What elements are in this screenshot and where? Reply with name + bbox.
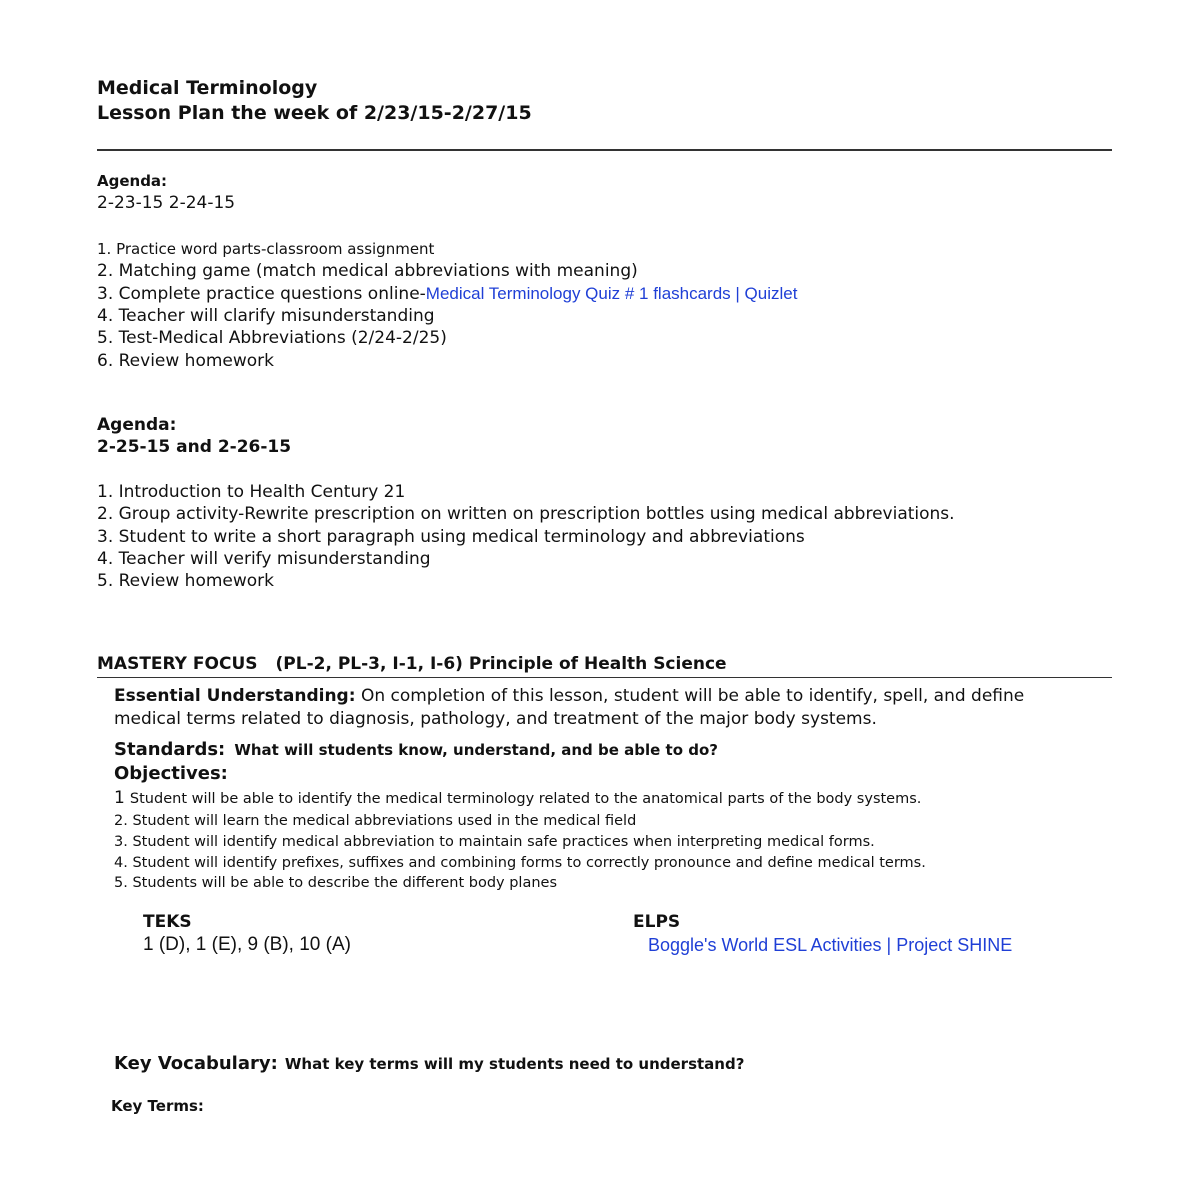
teks-value: 1 (D), 1 (E), 9 (B), 10 (A) [143, 934, 351, 955]
essential-label: Essential Understanding: [114, 686, 356, 706]
objective-1-text: Student will be able to identify the medical terminology related to the anatomical parts of the body systems. [129, 791, 922, 807]
agenda2-heading: Agenda: [97, 415, 177, 435]
agenda1-item: 5. Test-Medical Abbreviations (2/24-2/25) [97, 328, 447, 348]
essential-understanding [114, 686, 1024, 706]
mastery-focus-label: MASTERY FOCUS [97, 654, 258, 674]
agenda2-item: 4. Teacher will verify misunderstanding [97, 549, 431, 569]
agenda2-item: 3. Student to write a short paragraph using medical terminology and abbreviations [97, 526, 805, 547]
agenda1-item-with-link [97, 283, 797, 305]
standards-row [114, 739, 718, 760]
key-vocabulary-label: Key Vocabulary: [114, 1053, 278, 1074]
objective-item: 3. Student will identify medical abbreviation to maintain safe practices when interpreting medical forms. [114, 834, 875, 850]
agenda2-item: 5. Review homework [97, 571, 275, 591]
objectives-list [114, 811, 926, 894]
standards-label: Standards: [114, 739, 226, 760]
objective-item: 4. Student will identify prefixes, suffixes and combining forms to correctly pronounce and define medical terms. [114, 854, 926, 871]
agenda1-dates: 2-23-15 2-24-15 [97, 193, 236, 213]
agenda2-item: 1. Introduction to Health Century 21 [97, 482, 406, 502]
mastery-focus-codes: (PL-2, PL-3, I-1, I-6) Principle of Health Science [275, 654, 727, 674]
objectives-label: Objectives: [114, 763, 228, 784]
agenda1-heading: Agenda: [97, 172, 168, 190]
header-divider [97, 149, 1112, 151]
elps-link[interactable]: Boggle's World ESL Activities | Project SHINE [648, 935, 1013, 955]
agenda1-list [97, 238, 797, 372]
key-terms-label: Key Terms: [111, 1097, 204, 1115]
document-title: Medical Terminology [97, 77, 318, 99]
agenda1-item: 6. Review homework [97, 351, 275, 371]
essential-text-line2: medical terms related to diagnosis, pathology, and treatment of the major body systems. [114, 709, 877, 729]
teks-label: TEKS [143, 912, 192, 932]
standards-question: What will students know, understand, and be able to do? [234, 741, 718, 759]
objective-1-number: 1 [114, 788, 125, 808]
agenda1-item-text: 3. Complete practice questions online- [97, 284, 426, 304]
agenda1-item: 2. Matching game (match medical abbreviations with meaning) [97, 261, 638, 281]
agenda1-item: 4. Teacher will clarify misunderstanding [97, 306, 435, 326]
agenda1-item: 1. Practice word parts-classroom assignment [97, 240, 435, 258]
mastery-focus-heading [97, 654, 727, 674]
essential-text-line1: On completion of this lesson, student will be able to identify, spell, and define [360, 686, 1025, 706]
agenda2-list [97, 481, 955, 592]
objective-item: 5. Students will be able to describe the different body planes [114, 875, 558, 891]
key-vocabulary-row [114, 1053, 744, 1074]
key-vocabulary-question: What key terms will my students need to understand? [284, 1055, 745, 1073]
document-subtitle: Lesson Plan the week of 2/23/15-2/27/15 [97, 102, 532, 124]
objective-item: 2. Student will learn the medical abbreviations used in the medical field [114, 813, 637, 829]
elps-label: ELPS [633, 912, 681, 932]
mastery-divider [97, 677, 1112, 678]
agenda2-dates: 2-25-15 and 2-26-15 [97, 437, 292, 457]
agenda2-item: 2. Group activity-Rewrite prescription on written on prescription bottles using medical abbreviations. [97, 504, 955, 524]
quizlet-link[interactable]: Medical Terminology Quiz # 1 flashcards | Quizlet [425, 284, 798, 303]
objective-1 [114, 788, 921, 808]
